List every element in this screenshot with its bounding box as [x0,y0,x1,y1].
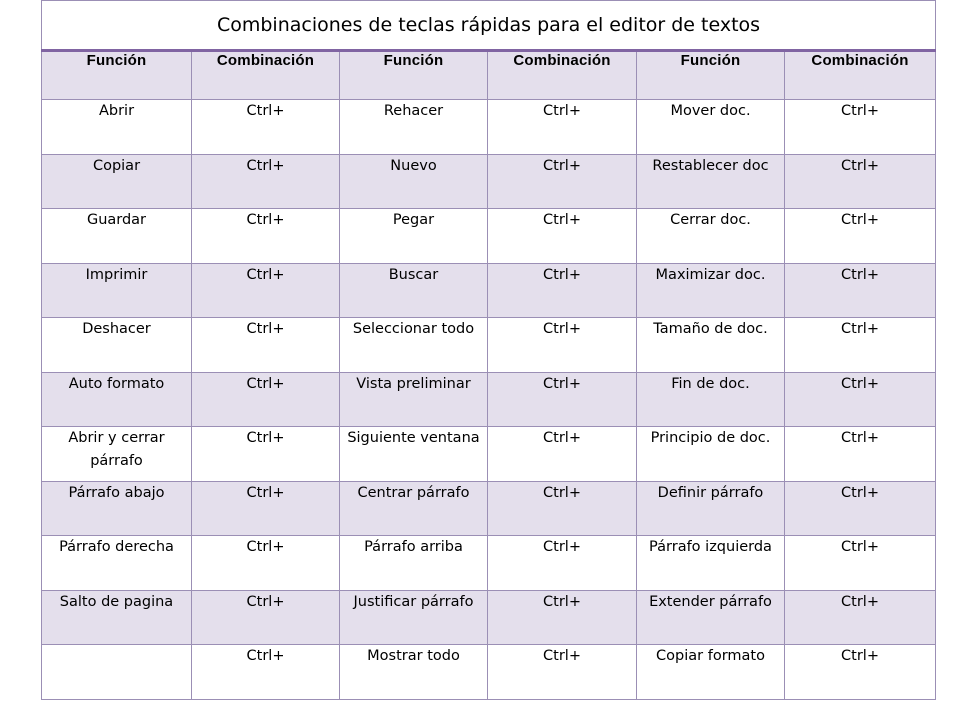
shortcuts-table [41,0,936,700]
function-cell: Restablecer doc [637,155,785,209]
combination-cell: Ctrl+ [785,591,936,645]
table-row [42,427,936,482]
combination-cell: Ctrl+ [785,645,936,700]
combination-cell: Ctrl+ [785,482,936,536]
table-title: Combinaciones de teclas rápidas para el editor de textos [42,1,936,51]
combination-cell: Ctrl+ [192,482,340,536]
combination-cell: Ctrl+ [785,373,936,427]
function-cell: Mover doc. [637,100,785,155]
combination-cell: Ctrl+ [192,591,340,645]
function-cell: Principio de doc. [637,427,785,482]
function-cell: Párrafo arriba [340,536,488,591]
function-cell: Copiar formato [637,645,785,700]
combination-cell: Ctrl+ [785,100,936,155]
function-cell: Abrir [42,100,192,155]
combination-cell: Ctrl+ [488,155,637,209]
function-cell: Tamaño de doc. [637,318,785,373]
function-cell: Extender párrafo [637,591,785,645]
combination-cell: Ctrl+ [192,318,340,373]
combination-cell: Ctrl+ [192,155,340,209]
combination-cell: Ctrl+ [488,427,637,482]
combination-cell: Ctrl+ [785,318,936,373]
table-row [42,318,936,373]
header-funcion-3: Función [637,51,785,100]
function-cell: Copiar [42,155,192,209]
table-row [42,591,936,645]
function-cell: Seleccionar todo [340,318,488,373]
header-funcion-1: Función [42,51,192,100]
combination-cell: Ctrl+ [488,591,637,645]
table-row [42,209,936,264]
table-row [42,482,936,536]
function-cell: Auto formato [42,373,192,427]
combination-cell: Ctrl+ [192,209,340,264]
function-cell [42,645,192,700]
combination-cell: Ctrl+ [785,264,936,318]
combination-cell: Ctrl+ [785,155,936,209]
function-cell: Definir párrafo [637,482,785,536]
header-combinacion-3: Combinación [785,51,936,100]
table-row [42,645,936,700]
function-cell: Deshacer [42,318,192,373]
function-cell: Rehacer [340,100,488,155]
combination-cell: Ctrl+ [785,427,936,482]
combination-cell: Ctrl+ [488,482,637,536]
combination-cell: Ctrl+ [488,536,637,591]
table-body [42,100,936,700]
function-cell: Siguiente ventana [340,427,488,482]
function-cell: Maximizar doc. [637,264,785,318]
function-cell: Párrafo izquierda [637,536,785,591]
combination-cell: Ctrl+ [192,373,340,427]
header-combinacion-1: Combinación [192,51,340,100]
table-row [42,373,936,427]
header-funcion-2: Función [340,51,488,100]
table-row [42,536,936,591]
function-cell: Cerrar doc. [637,209,785,264]
combination-cell: Ctrl+ [488,373,637,427]
table-row [42,264,936,318]
combination-cell: Ctrl+ [488,100,637,155]
table-row [42,100,936,155]
function-cell: Centrar párrafo [340,482,488,536]
function-cell: Vista preliminar [340,373,488,427]
combination-cell: Ctrl+ [192,100,340,155]
function-cell: Guardar [42,209,192,264]
combination-cell: Ctrl+ [192,427,340,482]
combination-cell: Ctrl+ [488,318,637,373]
header-combinacion-2: Combinación [488,51,637,100]
function-cell: Mostrar todo [340,645,488,700]
combination-cell: Ctrl+ [785,536,936,591]
function-cell: Abrir y cerrar párrafo [42,427,192,482]
function-cell: Salto de pagina [42,591,192,645]
combination-cell: Ctrl+ [488,264,637,318]
function-cell: Buscar [340,264,488,318]
combination-cell: Ctrl+ [488,645,637,700]
function-cell: Párrafo abajo [42,482,192,536]
function-cell: Nuevo [340,155,488,209]
combination-cell: Ctrl+ [192,536,340,591]
combination-cell: Ctrl+ [192,645,340,700]
combination-cell: Ctrl+ [488,209,637,264]
function-cell: Imprimir [42,264,192,318]
function-cell: Fin de doc. [637,373,785,427]
function-cell: Justificar párrafo [340,591,488,645]
table-row [42,155,936,209]
combination-cell: Ctrl+ [785,209,936,264]
function-cell: Pegar [340,209,488,264]
function-cell: Párrafo derecha [42,536,192,591]
combination-cell: Ctrl+ [192,264,340,318]
